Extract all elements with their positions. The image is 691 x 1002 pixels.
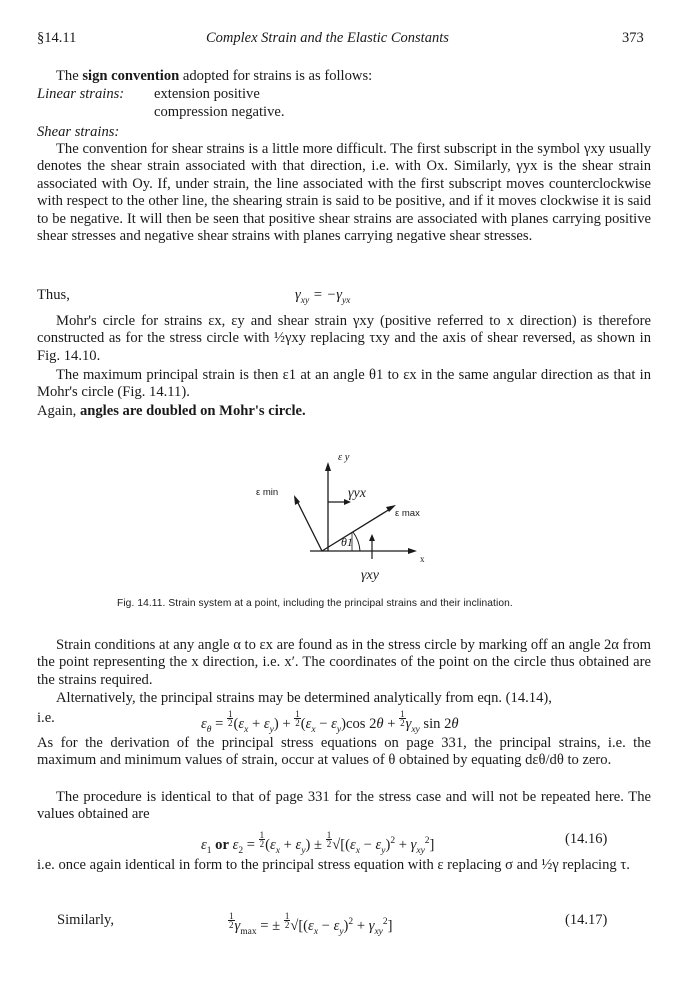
- theta-label: θ1: [341, 535, 353, 549]
- thus-label: Thus,: [37, 287, 70, 303]
- analytical-paragraph: Alternatively, the principal strains may be determined analytically from eqn. (14.14),: [56, 690, 552, 706]
- section-number: §14.11: [37, 30, 77, 46]
- emin-line: [297, 501, 322, 551]
- sign-convention-intro: The sign convention adopted for strains is as follows:: [56, 68, 373, 84]
- equation-number-14-16: (14.16): [565, 831, 608, 847]
- ey-label: ε y: [338, 452, 350, 463]
- linear-strains-extension: extension positive: [154, 86, 260, 102]
- gyx-label: γyx: [348, 486, 366, 501]
- shear-convention-paragraph: The convention for shear strains is a little more difficult. The first subscript in the symbol γxy usually denotes the shear strain associated with that direction, i.e. with Ox. Similarly, γyx is the shear strain associated with Oy. If, under strain, the line associated with the first subscript moves counterclockwise with respect to the other line, the shearing strain is said to be positive, and if it moves clockwise it is said to be negative. It will then be seen that positive shear strains are associated with planes carrying positive shear stresses and negative shear strains with planes carrying negative shear stresses.: [37, 141, 651, 245]
- theta-arc: [353, 532, 360, 551]
- max-shear-strain-equation: $\frac{1}{2}$ $\gamma_{max}$ = ± $\frac{1}{2}$ $√[(\varepsilon_x - \varepsilon_y)^2 + \gamma_{xy}^2]$: [229, 911, 393, 937]
- linear-strains-compression: compression negative.: [154, 104, 285, 120]
- strain-system-figure: [210, 438, 470, 588]
- shear-strains-label: Shear strains:: [37, 124, 120, 140]
- max-principal-strain-paragraph: The maximum principal strain is then ε1 at an angle θ1 to εx in the same angular direction as that in Mohr's circle (Fig. 14.11).: [37, 367, 651, 401]
- page-number: 373: [622, 30, 644, 46]
- ie-label: i.e.: [37, 710, 55, 726]
- linear-strains-label: Linear strains:: [37, 86, 125, 102]
- x-axis-label: x: [420, 554, 425, 564]
- gxy-label: γxy: [361, 568, 379, 583]
- figure-caption: Fig. 14.11. Strain system at a point, including the principal strains and their inclination.: [117, 598, 513, 609]
- equation-number-14-17: (14.17): [565, 912, 608, 928]
- running-title: Complex Strain and the Elastic Constants: [206, 30, 449, 46]
- angles-doubled-note: Again, angles are doubled on Mohr's circle.: [37, 403, 306, 419]
- gxy-arrowhead: [369, 534, 375, 541]
- emax-line: [322, 509, 390, 551]
- mohr-circle-paragraph: Mohr's circle for strains εx, εy and shear strain γxy (positive referred to x direction) is therefore constructed as for the stress circle with ½γxy replacing τxy and the axis of shear reversed, as shown in Fig. 14.10.: [37, 313, 651, 364]
- emin-arrowhead: [294, 495, 300, 505]
- emax-label: ε max: [395, 508, 420, 519]
- y-axis-arrowhead: [325, 462, 331, 471]
- procedure-paragraph: The procedure is identical to that of page 331 for the stress case and will not be repeated here. The values obtained are: [37, 789, 651, 823]
- derivation-paragraph: As for the derivation of the principal stress equations on page 331, the principal strains, i.e. the maximum and minimum values of strain, occur at values of θ obtained by equating dεθ/dθ to zero.: [37, 735, 651, 769]
- principal-strains-equation: $\varepsilon_1$ or $\varepsilon_2$ = $\frac{1}{2}$ $(\varepsilon_x + \varepsilon_y)$ ± $\frac{1}{2}$ $√[(\varepsilon_x - \varepsilon_y)^2 + \gamma_{xy}^2]$: [201, 830, 435, 856]
- shear-strain-relation: $\gamma_{xy} = -\gamma_{yx}$: [295, 287, 351, 306]
- x-axis-arrowhead: [408, 548, 417, 554]
- emin-label: ε min: [256, 487, 279, 498]
- identical-form-paragraph: i.e. once again identical in form to the principal stress equation with ε replacing σ and ½γ replacing τ.: [37, 857, 630, 873]
- similarly-label: Similarly,: [57, 912, 115, 928]
- strain-transformation-equation: $\varepsilon_\theta$ = $\frac{1}{2}$ $(\varepsilon_x + \varepsilon_y)$ + $\frac{1}{2}$ $(\varepsilon_x - \varepsilon_y)\cos$ 2θ + $\frac{1}{2}$ $\gamma_{xy}$ sin 2θ: [201, 709, 459, 735]
- strain-conditions-paragraph: Strain conditions at any angle α to εx are found as in the stress circle by marking off an angle 2α from the point representing the x direction, i.e. x′. The coordinates of the point on the circle thus obtained are the strains required.: [37, 637, 651, 688]
